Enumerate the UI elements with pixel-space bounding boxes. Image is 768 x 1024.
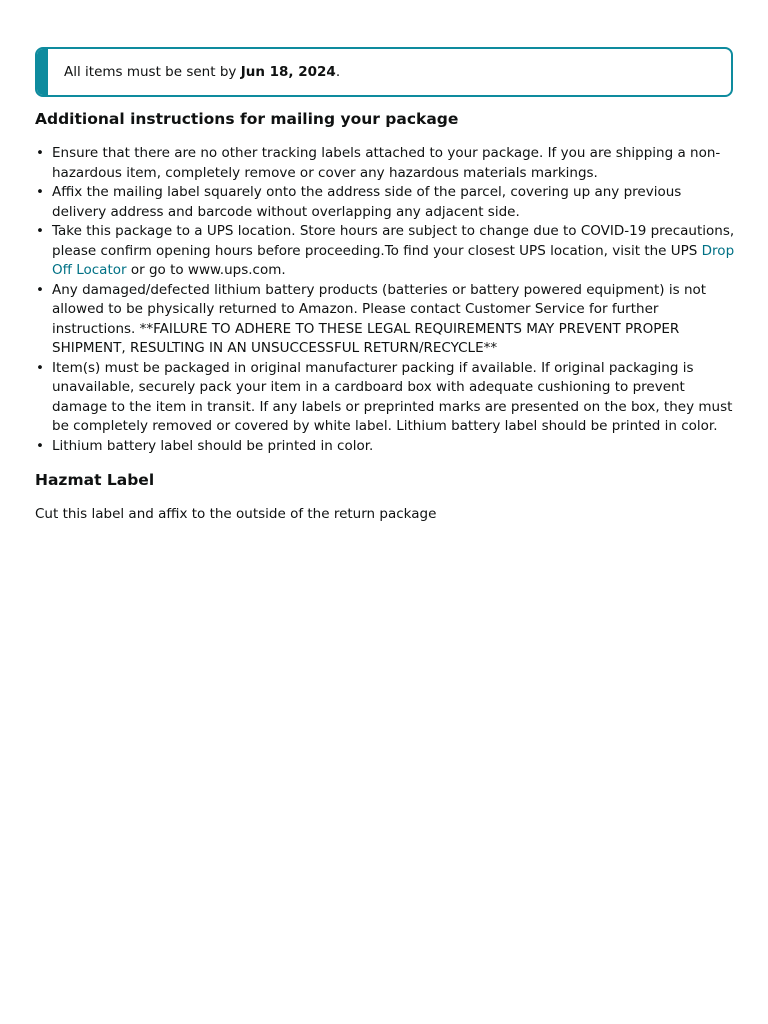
list-item-text: Take this package to a UPS location. Store hours are subject to change due to COVID-19 precautions, please confirm opening hours before proceeding.To find your closest UPS location, visit the UPS — [52, 223, 735, 259]
ship-by-alert — [35, 47, 733, 97]
hazmat-label-title: Hazmat Label — [35, 471, 155, 489]
hazmat-instruction-text: Cut this label and affix to the outside of the return package — [35, 506, 437, 522]
mailing-instructions-title: Additional instructions for mailing your package — [35, 110, 459, 128]
drop-off-locator-link[interactable]: Drop Off Locator — [52, 242, 735, 278]
bullet-icon: • — [36, 145, 44, 161]
list-item — [35, 437, 735, 457]
mailing-instructions-list — [35, 144, 735, 456]
list-item — [35, 183, 735, 222]
alert-text-prefix: All items must be sent by — [64, 64, 241, 80]
alert-text-suffix: . — [335, 64, 341, 80]
list-item — [35, 222, 735, 281]
list-item-text: Any damaged/defected lithium battery products (batteries or battery powered equipment) is not allowed to be physically returned to Amazon. Please contact Customer Service for further instructions. **FAILURE TO ADHERE TO THESE LEGAL REQUIREMENTS MAY PREVENT PROPER SHIPMENT, RESULTING IN AN UNSUCCESSFUL RETURN/RECYCLE** — [52, 281, 707, 356]
bullet-icon: • — [36, 184, 44, 200]
list-item — [35, 144, 735, 183]
list-item — [35, 359, 735, 437]
list-item-text: Affix the mailing label squarely onto the address side of the parcel, covering up any previous delivery address and barcode without overlapping any adjacent side. — [52, 184, 682, 220]
alert-message — [64, 62, 340, 82]
bullet-icon: • — [36, 223, 44, 239]
list-item-text: Ensure that there are no other tracking labels attached to your package. If you are shipping a non-hazardous item, completely remove or cover any hazardous materials markings. — [52, 145, 721, 181]
list-item-text: Item(s) must be packaged in original manufacturer packing if available. If original packaging is unavailable, securely pack your item in a cardboard box with adequate cushioning to prevent damage to the item in transit. If any labels or preprinted marks are presented on the box, they must be completely removed or covered by white label. Lithium battery label should be printed in color. — [52, 359, 733, 434]
bullet-icon: • — [36, 437, 44, 454]
bullet-icon: • — [36, 359, 44, 376]
list-item-text: Lithium battery label should be printed in color. — [52, 437, 374, 454]
list-item-text-suffix: or go to www.ups.com. — [126, 262, 286, 278]
ship-by-date: Jun 18, 2024 — [240, 64, 336, 80]
alert-accent-bar — [37, 49, 48, 95]
list-item — [35, 281, 735, 359]
bullet-icon: • — [36, 281, 44, 298]
